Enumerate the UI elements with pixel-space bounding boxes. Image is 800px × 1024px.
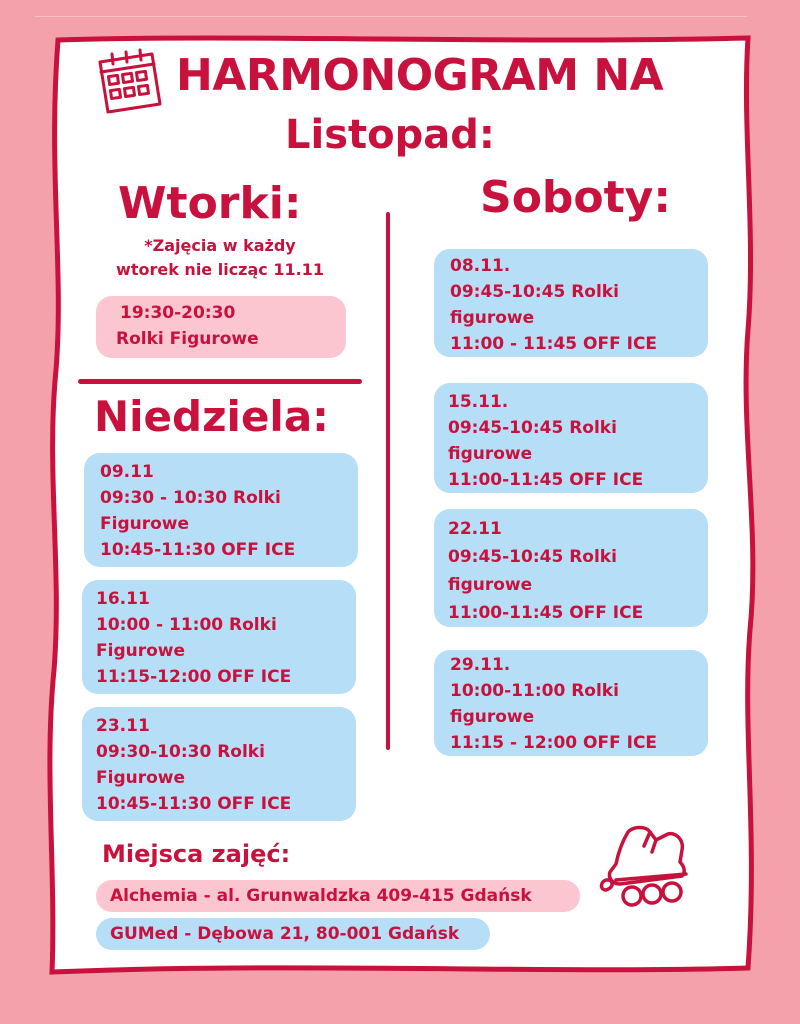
sunday-entry <box>82 707 356 821</box>
entry-session: 09:30-10:30 Rolki <box>96 742 265 762</box>
entry-date: 29.11. <box>450 655 511 675</box>
saturday-entry <box>434 249 708 357</box>
slot-time: 19:30-20:30 <box>120 303 236 323</box>
entry-date: 15.11. <box>448 392 509 412</box>
column-divider <box>386 212 390 750</box>
locations-heading: Miejsca zajęć: <box>102 840 291 868</box>
entry-date: 16.11 <box>96 589 150 609</box>
entry-session: 10:00-11:00 Rolki <box>450 681 619 701</box>
entry-date: 23.11 <box>96 716 150 736</box>
roller-skate-icon <box>598 818 703 916</box>
entry-date: 08.11. <box>450 256 511 276</box>
entry-date: 09.11 <box>100 462 154 482</box>
entry-session: 09:30 - 10:30 Rolki <box>100 488 281 508</box>
entry-office: 11:15-12:00 OFF ICE <box>96 667 292 687</box>
sunday-entry <box>84 453 358 567</box>
entry-session: 09:45-10:45 Rolki <box>448 418 617 438</box>
entry-office: 11:00 - 11:45 OFF ICE <box>450 334 658 354</box>
title-line-2: Listopad: <box>285 112 495 158</box>
note-line-1: *Zajęcia w każdy <box>144 236 296 255</box>
entry-office: 10:45-11:30 OFF ICE <box>96 794 292 814</box>
location-alchemia: Alchemia - al. Grunwaldzka 409-415 Gdańsk <box>96 880 580 912</box>
title-line-1: HARMONOGRAM NA <box>176 50 664 101</box>
slot-activity: Rolki Figurowe <box>116 329 259 349</box>
sundays-heading: Niedziela: <box>94 392 329 441</box>
tuesday-slot <box>96 296 346 358</box>
entry-session-cont: Figurowe <box>96 768 186 788</box>
saturday-entry <box>434 383 708 493</box>
entry-office: 11:15 - 12:00 OFF ICE <box>450 733 658 753</box>
entry-office: 10:45-11:30 OFF ICE <box>100 540 296 560</box>
entry-session: 09:45-10:45 Rolki <box>450 282 619 302</box>
entry-office: 11:00-11:45 OFF ICE <box>448 470 644 490</box>
calendar-icon <box>94 46 164 118</box>
entry-session: 09:45-10:45 Rolki <box>448 547 617 567</box>
entry-session-cont: figurowe <box>448 444 533 464</box>
sunday-entry <box>82 580 356 694</box>
section-divider <box>78 379 362 384</box>
saturday-entry <box>434 650 708 756</box>
entry-session-cont: Figurowe <box>96 641 186 661</box>
saturday-entry <box>434 509 708 627</box>
entry-date: 22.11 <box>448 519 502 539</box>
entry-session-cont: figurowe <box>448 575 533 595</box>
tuesdays-note <box>100 234 340 282</box>
location-gumed: GUMed - Dębowa 21, 80-001 Gdańsk <box>96 918 490 950</box>
tuesdays-heading: Wtorki: <box>118 178 302 229</box>
saturdays-heading: Soboty: <box>480 172 671 223</box>
entry-session-cont: Figurowe <box>100 514 190 534</box>
entry-session-cont: figurowe <box>450 707 535 727</box>
note-line-2: wtorek nie licząc 11.11 <box>116 260 324 279</box>
entry-session-cont: figurowe <box>450 308 535 328</box>
entry-session: 10:00 - 11:00 Rolki <box>96 615 277 635</box>
entry-office: 11:00-11:45 OFF ICE <box>448 603 644 623</box>
